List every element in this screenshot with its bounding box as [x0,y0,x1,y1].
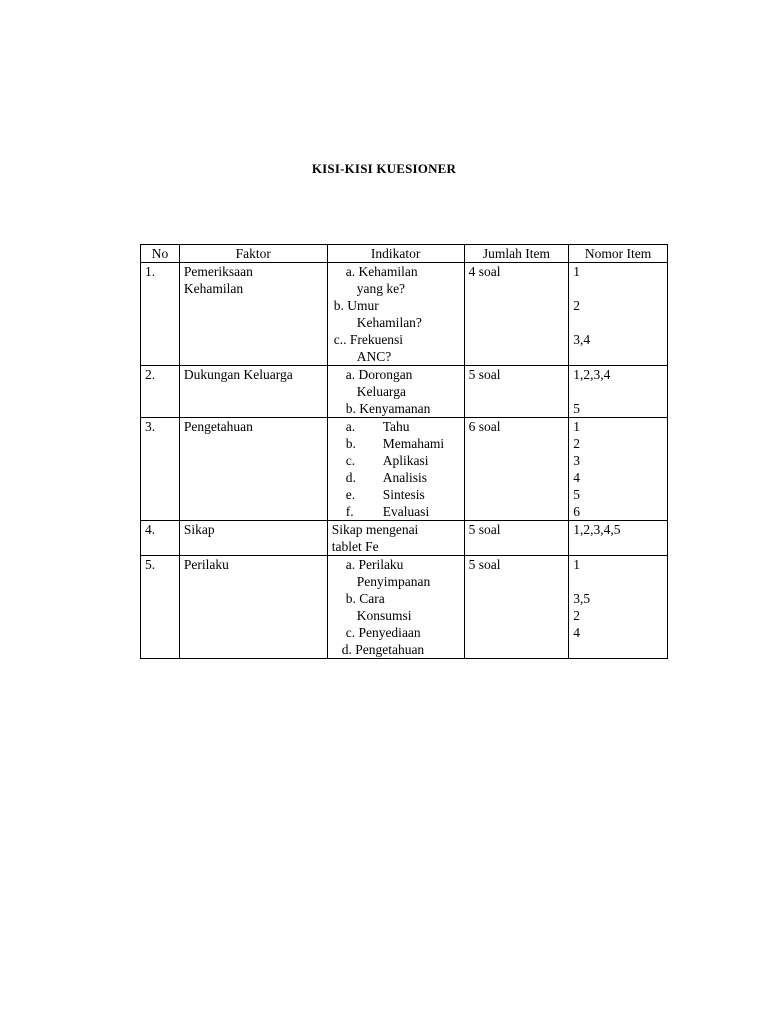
table-row [141,418,668,521]
nomor-line: 6 [573,504,580,519]
cell-jumlah-item: 6 soal [464,418,569,521]
nomor-line: 3 [573,453,580,468]
table-header-row [141,245,668,263]
header-nomor-item: Nomor Item [569,245,668,263]
cell-no: 1. [141,263,180,366]
faktor-line: Pengetahuan [183,419,253,434]
cell-faktor [179,418,327,521]
header-faktor: Faktor [179,245,327,263]
cell-nomor-item [569,366,668,418]
indikator-line [334,486,460,503]
faktor-line: Kehamilan [183,281,244,296]
indikator-text: Tahu [382,419,410,434]
nomor-line: 1 [573,419,580,434]
header-no: No [141,245,180,263]
indikator-line [334,452,460,469]
indikator-line: b. Umur [333,298,379,313]
indikator-text: Aplikasi [382,453,429,468]
cell-indikator [327,263,464,366]
cell-nomor-item [569,556,668,659]
nomor-line: 1 [573,264,580,279]
indikator-line [334,418,460,435]
nomor-line: 1,2,3,4,5 [573,522,621,537]
cell-no: 2. [141,366,180,418]
cell-faktor [179,521,327,556]
indikator-line: d. Pengetahuan [341,642,425,657]
kisi-kisi-table [140,244,668,659]
indikator-line: Kehamilan? [356,315,422,330]
nomor-line [573,383,663,400]
faktor-line: Sikap [183,522,215,537]
header-indikator: Indikator [327,245,464,263]
nomor-line [573,314,663,331]
indikator-line: Konsumsi [356,608,412,623]
indikator-line [334,503,460,520]
nomor-line: 1,2,3,4 [573,367,611,382]
indikator-tag: f. [345,504,354,519]
table-row [141,263,668,366]
nomor-line: 5 [573,401,580,416]
nomor-line: 3,5 [573,591,591,606]
indikator-line: c. Penyediaan [345,625,421,640]
cell-no: 3. [141,418,180,521]
cell-faktor [179,556,327,659]
faktor-line: Dukungan Keluarga [183,367,293,382]
indikator-text: Evaluasi [382,504,430,519]
indikator-line: a. Perilaku [345,557,404,572]
indikator-line: a. Kehamilan [345,264,418,279]
indikator-tag: a. [345,419,356,434]
indikator-line: b. Kenyamanan [345,401,431,416]
indikator-text: Analisis [382,470,427,485]
table-row [141,366,668,418]
cell-indikator [327,366,464,418]
indikator-line: Keluarga [356,384,406,399]
faktor-line: Pemeriksaan [183,264,253,279]
document-title: KISI-KISI KUESIONER [311,161,457,176]
indikator-line: a. Dorongan [345,367,413,382]
header-jumlah-item: Jumlah Item [464,245,569,263]
nomor-line: 2 [573,436,580,451]
indikator-line: Sikap mengenai [331,522,419,537]
indikator-line: c.. Frekuensi [333,332,404,347]
indikator-line [334,435,460,452]
cell-nomor-item [569,263,668,366]
cell-jumlah-item: 5 soal [464,521,569,556]
table-row [141,521,668,556]
cell-jumlah-item: 4 soal [464,263,569,366]
nomor-line: 3,4 [573,332,591,347]
nomor-line: 4 [573,625,580,640]
nomor-line [573,280,663,297]
cell-faktor [179,366,327,418]
nomor-line: 1 [573,557,580,572]
faktor-line: Perilaku [183,557,229,572]
indikator-line: Penyimpanan [356,574,431,589]
nomor-line [573,573,663,590]
cell-jumlah-item: 5 soal [464,366,569,418]
indikator-text: Memahami [382,436,445,451]
indikator-line: yang ke? [356,281,406,296]
indikator-tag: e. [345,487,356,502]
cell-nomor-item [569,521,668,556]
cell-no: 4. [141,521,180,556]
indikator-line [334,469,460,486]
nomor-line: 2 [573,298,580,313]
cell-nomor-item [569,418,668,521]
cell-jumlah-item: 5 soal [464,556,569,659]
cell-no: 5. [141,556,180,659]
table-row [141,556,668,659]
indikator-line: ANC? [356,349,392,364]
cell-indikator [327,418,464,521]
indikator-text: Sintesis [382,487,425,502]
indikator-line: tablet Fe [331,539,379,554]
cell-indikator [327,556,464,659]
indikator-tag: c. [345,453,356,468]
nomor-line: 2 [573,608,580,623]
cell-faktor [179,263,327,366]
indikator-tag: b. [345,436,356,451]
nomor-line: 4 [573,470,580,485]
indikator-line: b. Cara [345,591,385,606]
cell-indikator [327,521,464,556]
indikator-tag: d. [345,470,356,485]
nomor-line: 5 [573,487,580,502]
